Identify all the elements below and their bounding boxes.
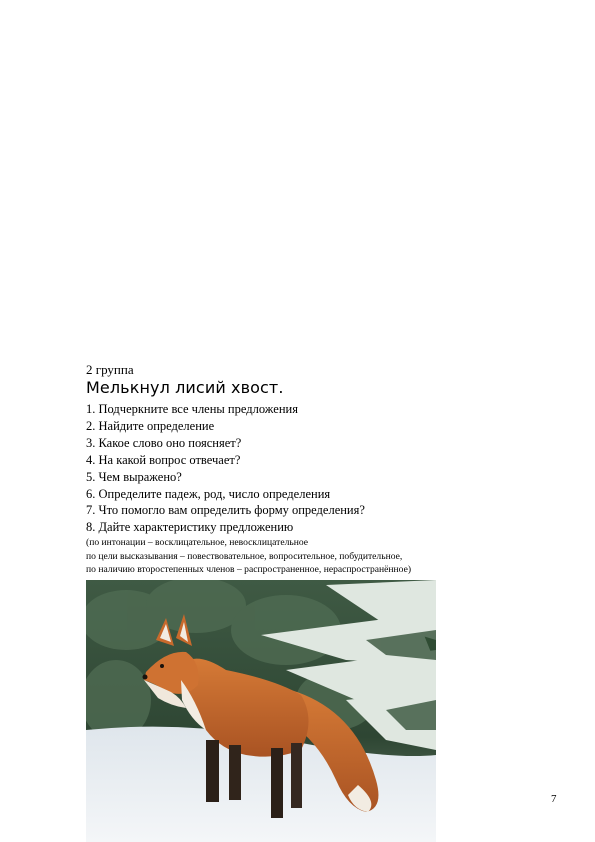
task-item: 8. Дайте характеристику предложению	[86, 520, 294, 535]
task-item: 4. На какой вопрос отвечает?	[86, 452, 241, 467]
group-label: 2 группа	[86, 362, 134, 377]
characteristic-notes	[86, 536, 411, 577]
note-line: (по интонации – восклицательное, невосклицательное	[86, 537, 309, 548]
fox-photo	[86, 580, 436, 842]
task-item: 2. Найдите определение	[86, 418, 215, 433]
task-item: 1. Подчеркните все члены предложения	[86, 402, 298, 416]
task-item: 5. Чем выражено?	[86, 469, 182, 484]
task-item: 6. Определите падеж, род, число определения	[86, 486, 331, 501]
page-number: 7	[551, 793, 557, 805]
task-item: 3. Какое слово оно поясняет?	[86, 435, 242, 450]
note-line: по наличию второстепенных членов – распространенное, нераспространённое)	[86, 564, 412, 576]
task-item: 7. Что помогло вам определить форму определения?	[86, 503, 365, 518]
sentence: Мелькнул лисий хвост.	[86, 378, 284, 397]
note-line: по цели высказывания – повествовательное, вопросительное, побудительное,	[86, 550, 403, 562]
task-list	[86, 401, 365, 536]
